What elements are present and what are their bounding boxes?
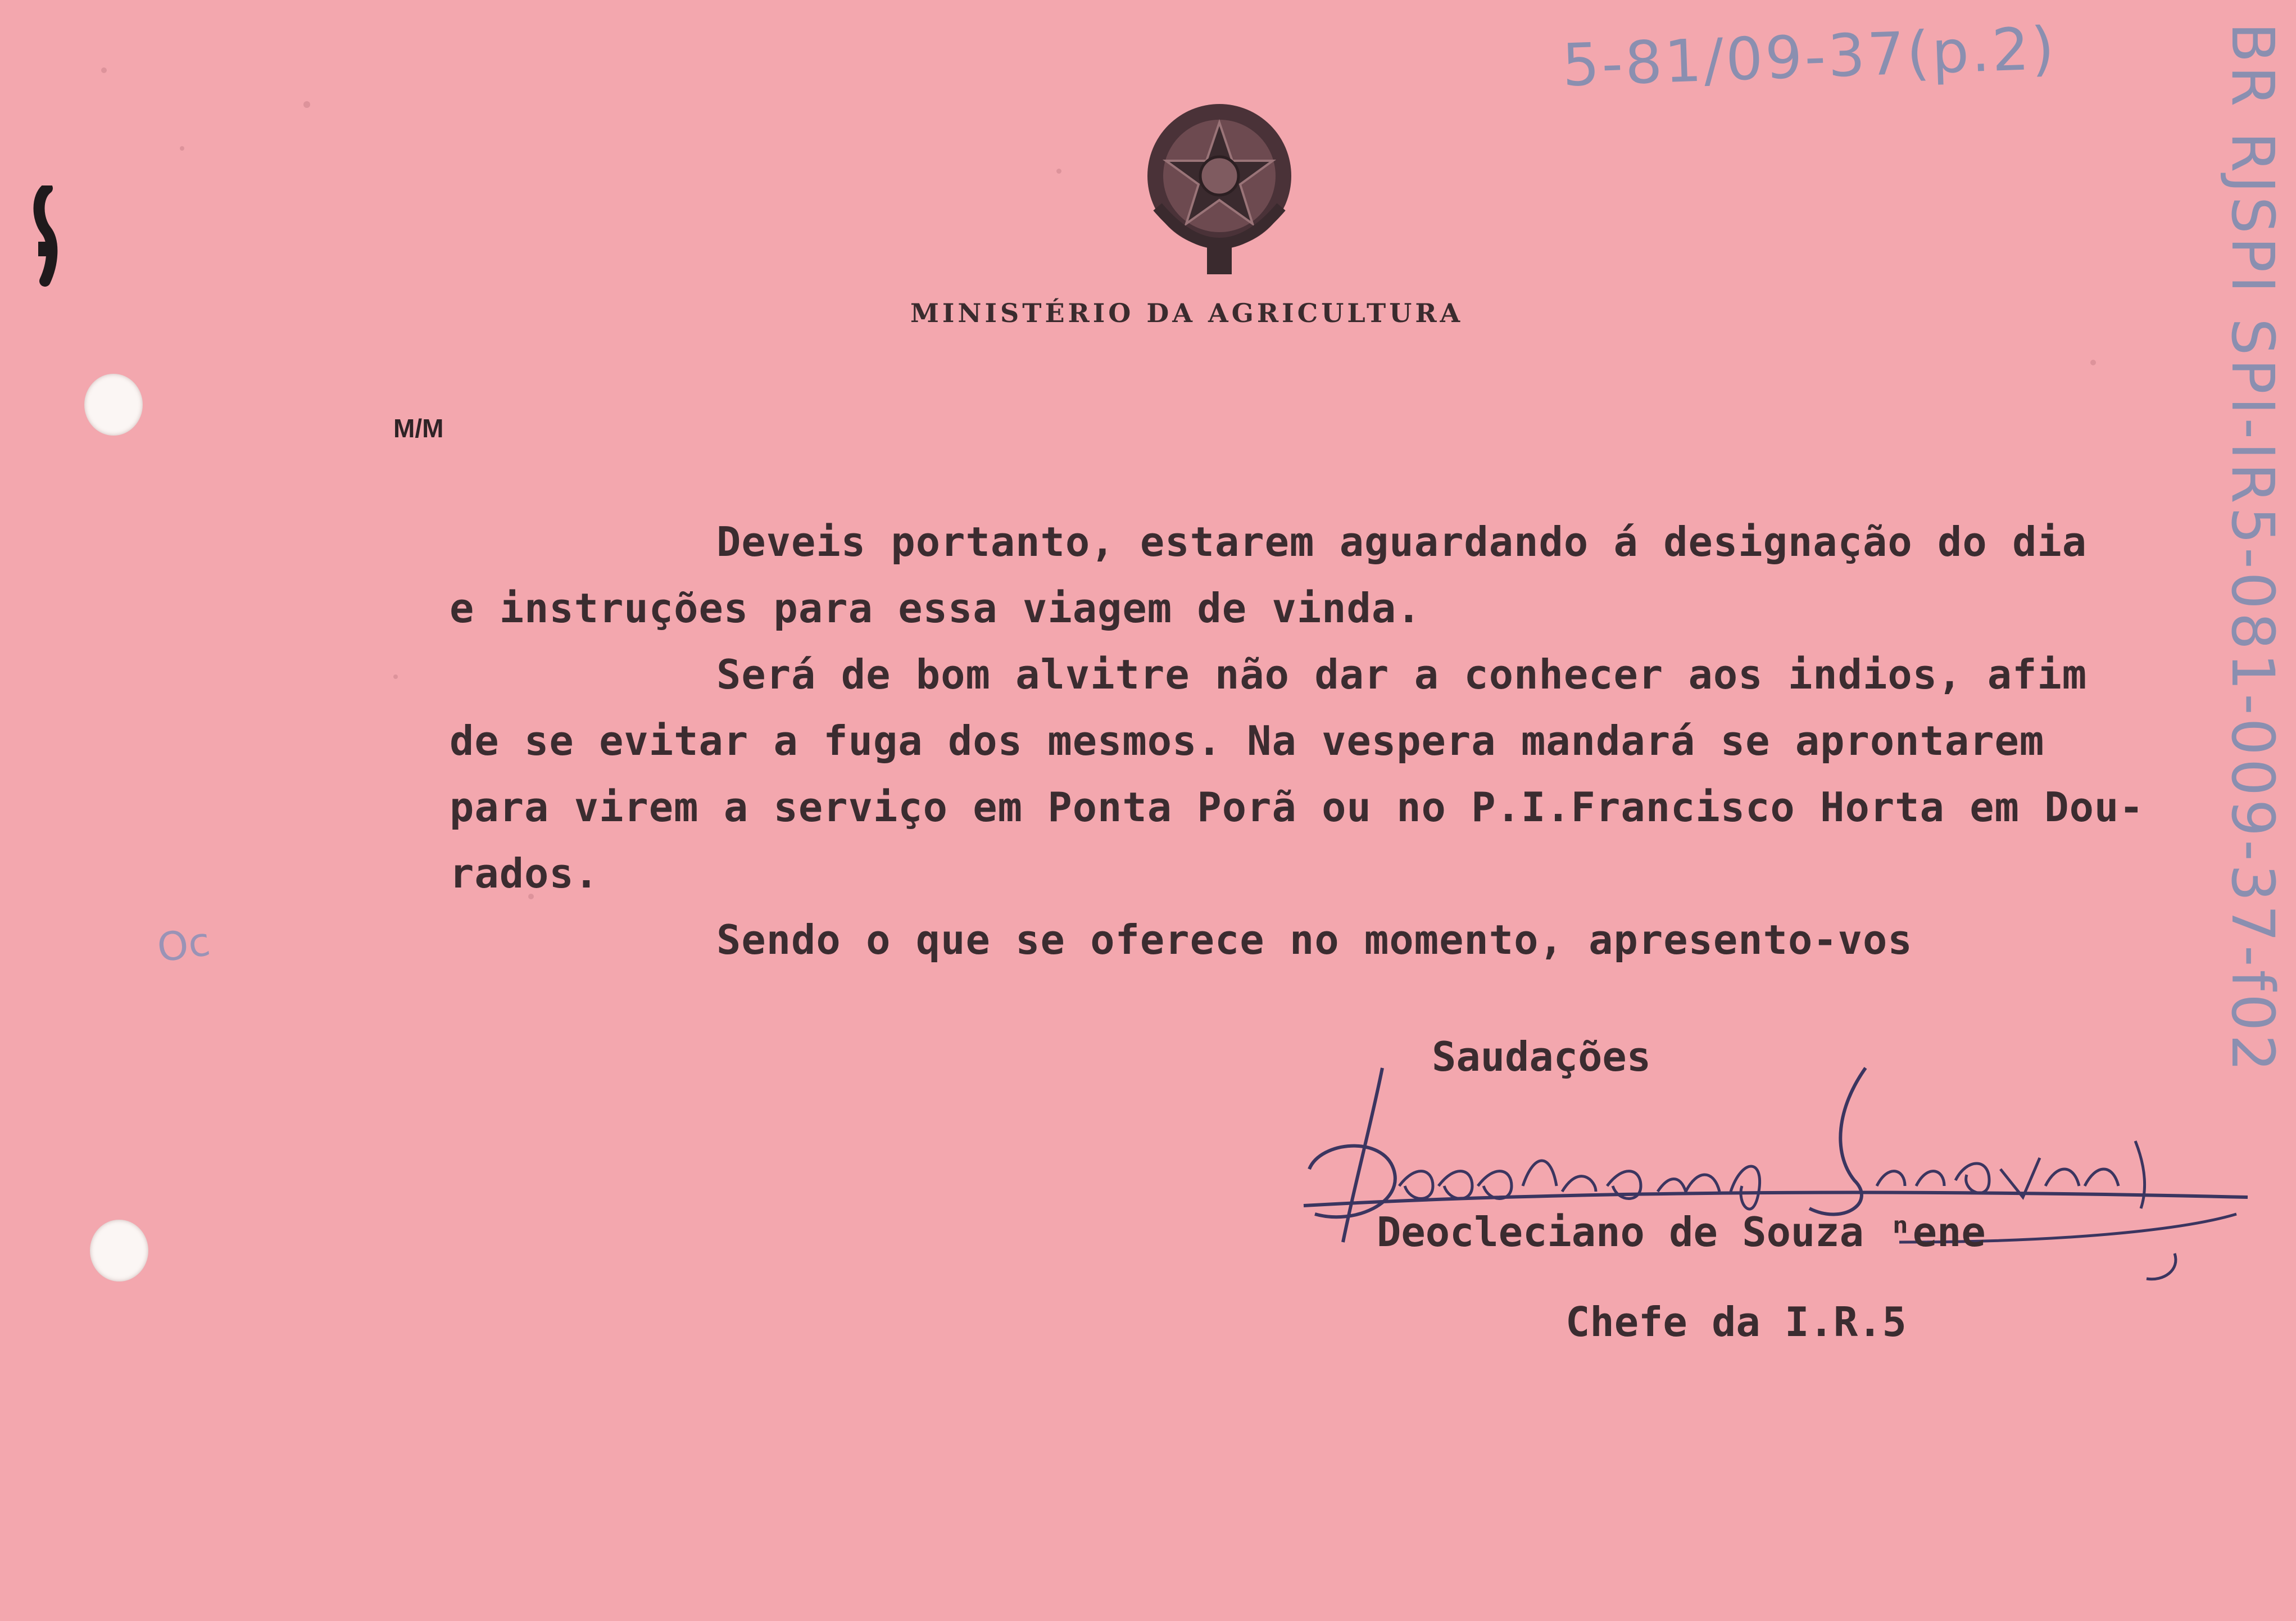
punch-hole-bottom	[90, 1220, 148, 1282]
archive-reference-side-text: BR RJSPI SPI-IR5-081-009-37-f02	[2218, 22, 2287, 1075]
salutation: Saudações	[1432, 1033, 1651, 1080]
paragraph-2-line-2: de se evitar a fuga dos mesmos. Na vespera mandará se aprontarem	[450, 717, 2045, 764]
paragraph-2-line-1: Será de bom alvitre não dar a conhecer aos indios, afim	[716, 651, 2088, 698]
signer-name: Deocleciano de Souza ⁿene	[1377, 1208, 1986, 1256]
letter-body	[450, 509, 2225, 973]
paragraph-2-line-3: para virem a serviço em Ponta Porã ou no P.I.Francisco Horta em Dou-	[450, 784, 2144, 831]
initials-reference: M/M	[393, 414, 444, 443]
paper-fleck	[1056, 169, 1061, 174]
ministry-heading: MINISTÉRIO DA AGRICULTURA	[910, 298, 1464, 328]
paragraph-1-line-2: e instruções para essa viagem de vinda.	[450, 585, 1422, 632]
handwritten-signature	[1270, 1057, 2281, 1293]
archive-reference-side	[2218, 22, 2290, 1075]
archive-reference-top: 5-81/09-37(p.2)	[1561, 13, 2058, 100]
paragraph-1-line-1: Deveis portanto, estarem aguardando á designação do dia	[716, 518, 2088, 565]
pencil-mark: Oc	[154, 918, 213, 972]
coat-of-arms-seal	[1141, 100, 1298, 280]
paper-fleck	[393, 674, 398, 679]
paper-fleck	[303, 101, 310, 108]
paper-fleck	[180, 146, 184, 151]
punch-hole-top	[84, 374, 143, 436]
paragraph-2-line-4: rados.	[450, 850, 600, 897]
paper-fleck	[2090, 360, 2096, 365]
binder-clip-mark	[30, 185, 64, 292]
paper-fleck	[101, 67, 107, 73]
paragraph-3: Sendo o que se oferece no momento, apresento-vos	[716, 916, 1913, 963]
signer-title: Chefe da I.R.5	[1566, 1298, 1907, 1346]
